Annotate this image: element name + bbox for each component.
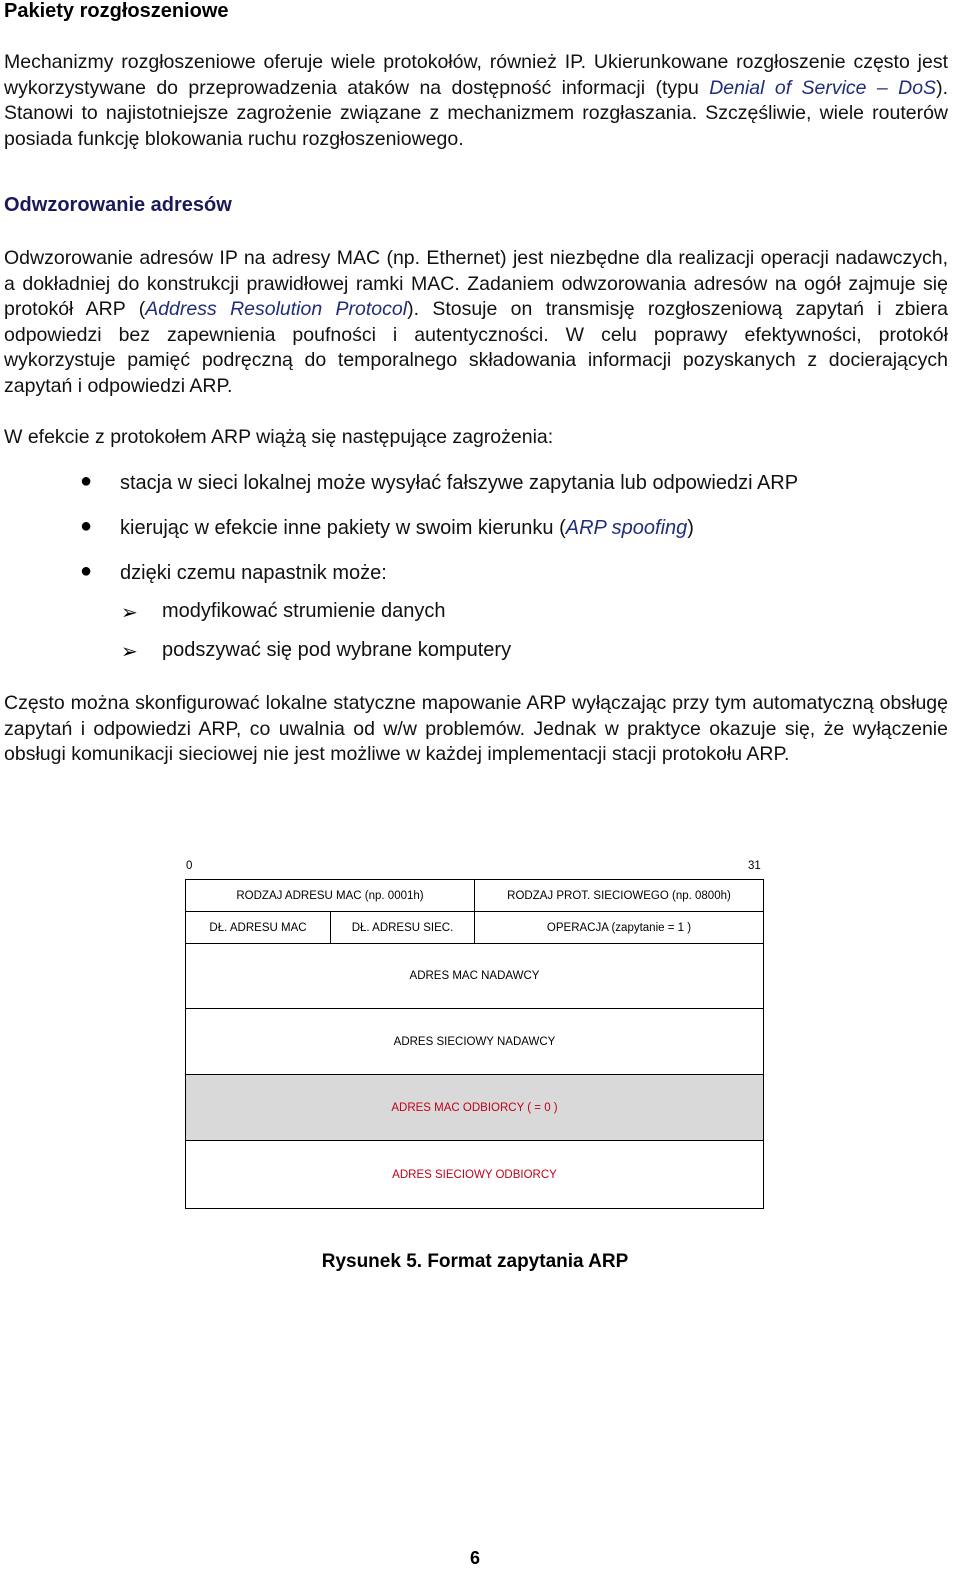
section-heading-address-mapping: Odwzorowanie adresów [4, 194, 232, 216]
dos-term: Denial of Service – DoS [709, 76, 937, 99]
threat-item-text: kierując w efekcie inne pakiety w swoim kierunku ( [120, 517, 566, 539]
page-number: 6 [469, 1548, 480, 1568]
paragraph-text: ). Stanowi to najistotniejsze zagrożenie związane z mechanizmem rozgłaszania. Szczęśliwie, wiele routerów posiada funkcję blokowania ruchu rozgłoszeniowego. [4, 76, 948, 150]
threat-item-1: stacja w sieci lokalnej może wysyłać fałszywe zapytania lub odpowiedzi ARP [120, 472, 799, 494]
field-protocol-length: DŁ. ADRESU SIEC. [330, 911, 475, 944]
arrow-bullet-icon: ➢ [121, 602, 138, 624]
field-sender-ip: ADRES SIECIOWY NADAWCY [185, 1008, 764, 1075]
bit-start-label: 0 [186, 860, 193, 872]
arp-term: Address Resolution Protocol [145, 298, 408, 320]
field-protocol-type: RODZAJ PROT. SIECIOWEGO (np. 0800h) [474, 879, 764, 912]
paragraph-broadcast [4, 50, 948, 152]
bullet-icon: ● [80, 515, 93, 537]
closing-paragraph: Często można skonfigurować lokalne statyczne mapowanie ARP wyłączając przy tym automatyczną obsługę zapytań i odpowiedzi ARP, co uwalnia od w/w problemów. Jednak w praktyce okazuje się, że wyłączenie obsługi komunikacji sieciowej nie jest możliwe w każdej implementacji stacji protokołu ARP. [4, 692, 948, 765]
sub-item-2: podszywać się pod wybrane komputery [162, 639, 512, 661]
field-target-ip: ADRES SIECIOWY ODBIORCY [185, 1140, 764, 1209]
arp-spoofing-term: ARP spoofing [565, 517, 688, 539]
field-hardware-type: RODZAJ ADRESU MAC (np. 0001h) [185, 879, 475, 912]
section-heading-broadcast: Pakiety rozgłoszeniowe [4, 0, 229, 22]
paragraph-text: Mechanizmy rozgłoszeniowe oferuje wiele protokołów, również IP. Ukierunkowane rozgłoszenie często jest wykorzystywane do przeprowadzenia ataków na dostępność informacji (typu [4, 51, 948, 99]
threat-item-3: dzięki czemu napastnik może: [120, 562, 387, 584]
paragraph-text: Odwzorowanie adresów IP na adresy MAC (np. Ethernet) jest niezbędne dla realizacji operacji nadawczych, a dokładniej do konstrukcji prawidłowej ramki MAC. Zadaniem odwzorowania adresów na ogół zajmuje się protokół ARP ( [4, 247, 948, 320]
threats-intro: W efekcie z protokołem ARP wiążą się następujące zagrożenia: [4, 426, 554, 448]
bullet-icon: ● [80, 560, 93, 582]
figure-caption: Rysunek 5. Format zapytania ARP [321, 1251, 629, 1272]
paragraph-address-mapping [4, 246, 948, 399]
sub-item-1: modyfikować strumienie danych [162, 600, 446, 622]
threat-item-text: ) [687, 517, 694, 539]
arrow-bullet-icon: ➢ [121, 641, 138, 663]
field-sender-mac: ADRES MAC NADAWCY [185, 943, 764, 1009]
field-hardware-length: DŁ. ADRESU MAC [185, 911, 331, 944]
bullet-icon: ● [80, 470, 93, 492]
threat-item-2 [120, 517, 694, 540]
paragraph-text: ). Stosuje on transmisję rozgłoszeniową zapytań i zbiera odpowiedzi bez zapewnienia poufności i autentyczności. W celu poprawy efektywności, protokół wykorzystuje pamięć podręczną do temporalnego składowania informacji pozyskanych z docierających zapytań i odpowiedzi ARP. [4, 298, 949, 397]
field-operation: OPERACJA (zapytanie = 1 ) [474, 911, 764, 944]
bit-end-label: 31 [748, 860, 761, 872]
field-target-mac: ADRES MAC ODBIORCY ( = 0 ) [185, 1074, 764, 1141]
